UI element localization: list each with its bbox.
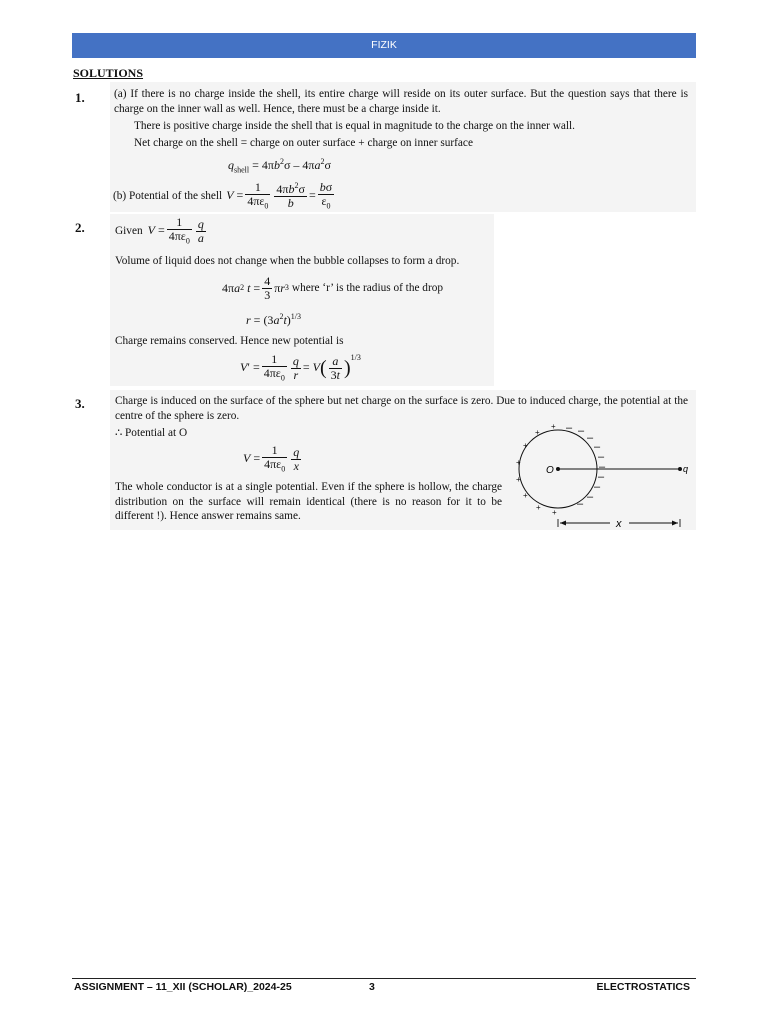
point-charge bbox=[678, 467, 682, 471]
plus-sign: + bbox=[536, 503, 541, 512]
q2-equation-given: V = $\frac{1}{4\pi\varepsilon_0}$ $\frac{q}{a}$ bbox=[147, 215, 204, 246]
plus-sign: + bbox=[552, 508, 557, 517]
distance-arrowhead-right bbox=[672, 521, 678, 526]
q3-paragraph-2: The whole conductor is at a single potential. Even if the sphere is hollow, the charge distribution on the surface will remain identical (there is no reason for it to be different !). Hence answer remains same. bbox=[115, 481, 502, 523]
q2-given-label: Given bbox=[115, 224, 143, 237]
distance-label: x bbox=[616, 518, 622, 530]
q1-part-a-text: (a) If there is no charge inside the shell, its entire charge will reside on its outer surface. But the question says that there is charge on the inner wall as well. Hence, there must be a charge inside it. bbox=[114, 88, 688, 115]
minus-sign: – bbox=[594, 481, 601, 493]
q2-equation-r: $r = (3a^2t)^{1/3}$ bbox=[246, 312, 302, 327]
minus-sign: – bbox=[587, 491, 594, 503]
q3-equation-v: V = $\frac{1}{4\pi\varepsilon_0}$ $\frac{q}{x}$ bbox=[243, 443, 300, 474]
plus-sign: + bbox=[535, 428, 540, 437]
q1-line-net-charge: Net charge on the shell = charge on outer surface + charge on inner surface bbox=[134, 137, 473, 149]
minus-sign: – bbox=[598, 451, 605, 463]
footer-rule bbox=[72, 978, 696, 979]
center-label: O bbox=[546, 465, 554, 476]
q3-number: 3. bbox=[75, 396, 85, 411]
header-title: FIZIK bbox=[371, 38, 397, 51]
q3-paragraph-1: Charge is induced on the surface of the sphere but net charge on the surface is zero. Due to induced charge, the potential at the centre of the sphere is zero. bbox=[115, 395, 688, 422]
plus-sign: + bbox=[523, 441, 528, 450]
q1-line-positive-charge: There is positive charge inside the shell that is equal in magnitude to the charge on the inner wall. bbox=[134, 120, 575, 132]
minus-sign: – bbox=[577, 498, 584, 510]
footer-page-number: 3 bbox=[369, 981, 375, 993]
footer-right: ELECTROSTATICS bbox=[596, 981, 690, 993]
distance-arrowhead-left bbox=[560, 521, 566, 526]
q3-potential-label: ∴ Potential at O bbox=[115, 427, 188, 439]
plus-sign: + bbox=[551, 422, 556, 431]
q2-conserved-line: Charge remains conserved. Hence new potential is bbox=[115, 335, 344, 347]
sphere-diagram bbox=[505, 420, 690, 530]
footer-left: ASSIGNMENT – 11_XII (SCHOLAR)_2024-25 bbox=[74, 981, 292, 993]
q1-equation-q-shell: $q_{shell} = 4\pi b^2\sigma - 4\pi a^2\sigma$ bbox=[228, 157, 331, 175]
minus-sign: – bbox=[598, 471, 605, 483]
q2-number: 2. bbox=[75, 220, 85, 235]
minus-sign: – bbox=[594, 441, 601, 453]
q1-part-b-row bbox=[113, 181, 336, 211]
q1-part-b-label: (b) Potential of the shell bbox=[113, 189, 223, 202]
page-header-bar bbox=[72, 33, 696, 58]
q2-given-row bbox=[115, 216, 208, 246]
minus-sign: – bbox=[578, 425, 585, 437]
q2-equation-v-prime: V ′ = $\frac{1}{4\pi\varepsilon_0}$ $\frac{q}{r}$ = V ( $\frac{a}{3t}$ ) $^{1/3}$ bbox=[240, 352, 361, 383]
solutions-heading: SOLUTIONS bbox=[73, 66, 144, 80]
q1-number: 1. bbox=[75, 90, 85, 105]
charge-label: q bbox=[683, 464, 689, 474]
q2-volume-note: where ‘r’ is the radius of the drop bbox=[291, 282, 444, 295]
q2-equation-volume: 4π a 2 t = $\frac{4}{3}$ π r 3 where ‘r’ is the radius of the drop bbox=[222, 274, 444, 303]
q1-equation-v: V = $\frac{1}{4\pi\varepsilon_0}$ $\frac{4\pi b^2\sigma}{b}$ = $\frac{b\sigma}{\varepsilon_0}$ bbox=[226, 180, 333, 211]
q2-volume-line: Volume of liquid does not change when the bubble collapses to form a drop. bbox=[115, 255, 460, 267]
minus-sign: – bbox=[599, 461, 606, 473]
minus-sign: – bbox=[587, 432, 594, 444]
plus-sign: + bbox=[523, 491, 528, 500]
plus-sign: + bbox=[516, 475, 521, 484]
minus-sign: – bbox=[566, 422, 573, 434]
plus-sign: + bbox=[516, 458, 521, 467]
